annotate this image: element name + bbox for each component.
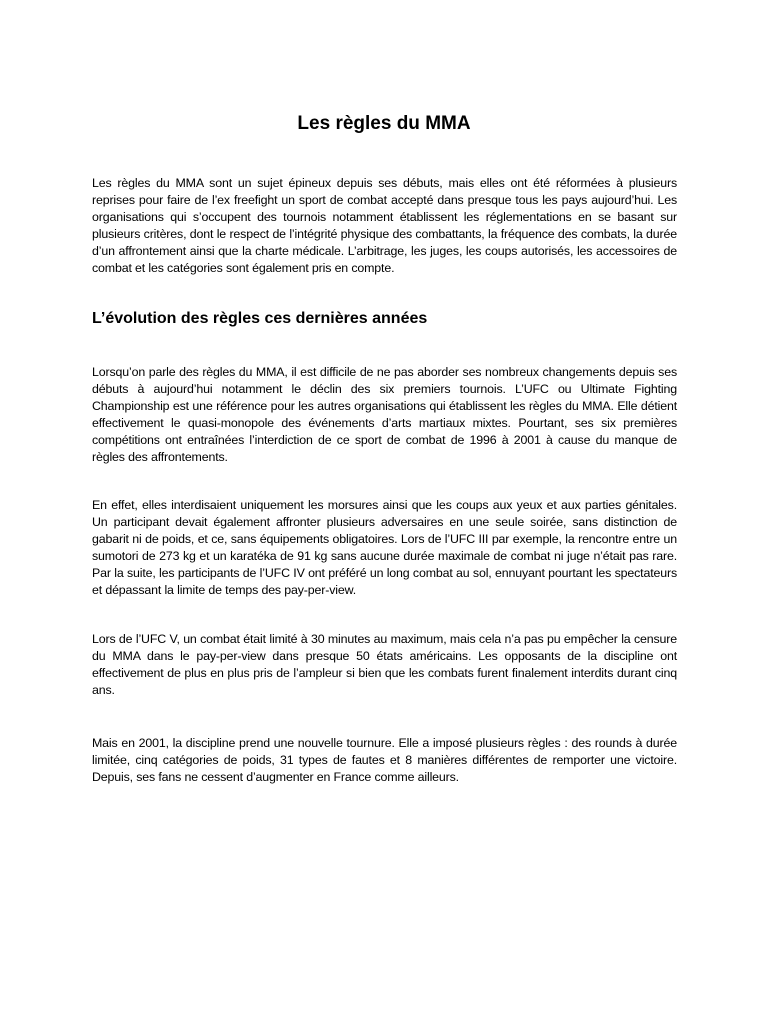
document-title: Les règles du MMA xyxy=(297,113,471,134)
intro-paragraph: Les règles du MMA sont un sujet épineux depuis ses débuts, mais elles ont été réformées à plusieurs reprises pour faire de l’ex freefight un sport de combat accepté dans presque tous les pays aujourd’hui. Les organisations qui s’occupent des tournois notamment établissent les réglementations en se basant sur plusieurs critères, dont le respect de l’intégrité physique des combattants, la fréquence des combats, la durée d’un affrontement ainsi que la charte médicale. L’arbitrage, les juges, les coups autorisés, les accessoires de combat et les catégories sont également pris en compte. xyxy=(92,176,677,275)
body-paragraph-4: Mais en 2001, la discipline prend une nouvelle tournure. Elle a imposé plusieurs règles : des rounds à durée limitée, cinq catégories de poids, 31 types de fautes et 8 manières différentes de remporter une victoire. Depuis, ses fans ne cessent d’augmenter en France comme ailleurs. xyxy=(92,736,677,784)
section-heading: L’évolution des règles ces dernières années xyxy=(92,310,428,327)
body-paragraph-3: Lors de l’UFC V, un combat était limité à 30 minutes au maximum, mais cela n’a pas pu empêcher la censure du MMA dans le pay-per-view dans presque 50 états américains. Les opposants de la discipline ont effectivement de plus en plus pris de l’ampleur si bien que les combats furent finalement interdits durant cinq ans. xyxy=(92,632,677,697)
body-paragraph-2: En effet, elles interdisaient uniquement les morsures ainsi que les coups aux yeux et aux parties génitales. Un participant devait également affronter plusieurs adversaires en une seule soirée, sans distinction de gabarit ni de poids, et ce, sans équipements obligatoires. Lors de l’UFC III par exemple, la rencontre entre un sumotori de 273 kg et un karatéka de 91 kg sans aucune durée maximale de combat ni juge n’était pas rare. Par la suite, les participants de l’UFC IV ont préféré un long combat au sol, ennuyant pourtant les spectateurs et dépassant la limite de temps des pay-per-view. xyxy=(92,498,677,597)
body-paragraph-1: Lorsqu’on parle des règles du MMA, il est difficile de ne pas aborder ses nombreux changements depuis ses débuts à aujourd’hui notamment le déclin des six premiers tournois. L’UFC ou Ultimate Fighting Championship est une référence pour les autres organisations qui établissent les règles du MMA. Elle détient effectivement le quasi-monopole des événements d’arts martiaux mixtes. Pourtant, ses six premières compétitions ont entraînées l’interdiction de ce sport de combat de 1996 à 2001 à cause du manque de règles des affrontements. xyxy=(92,365,677,464)
